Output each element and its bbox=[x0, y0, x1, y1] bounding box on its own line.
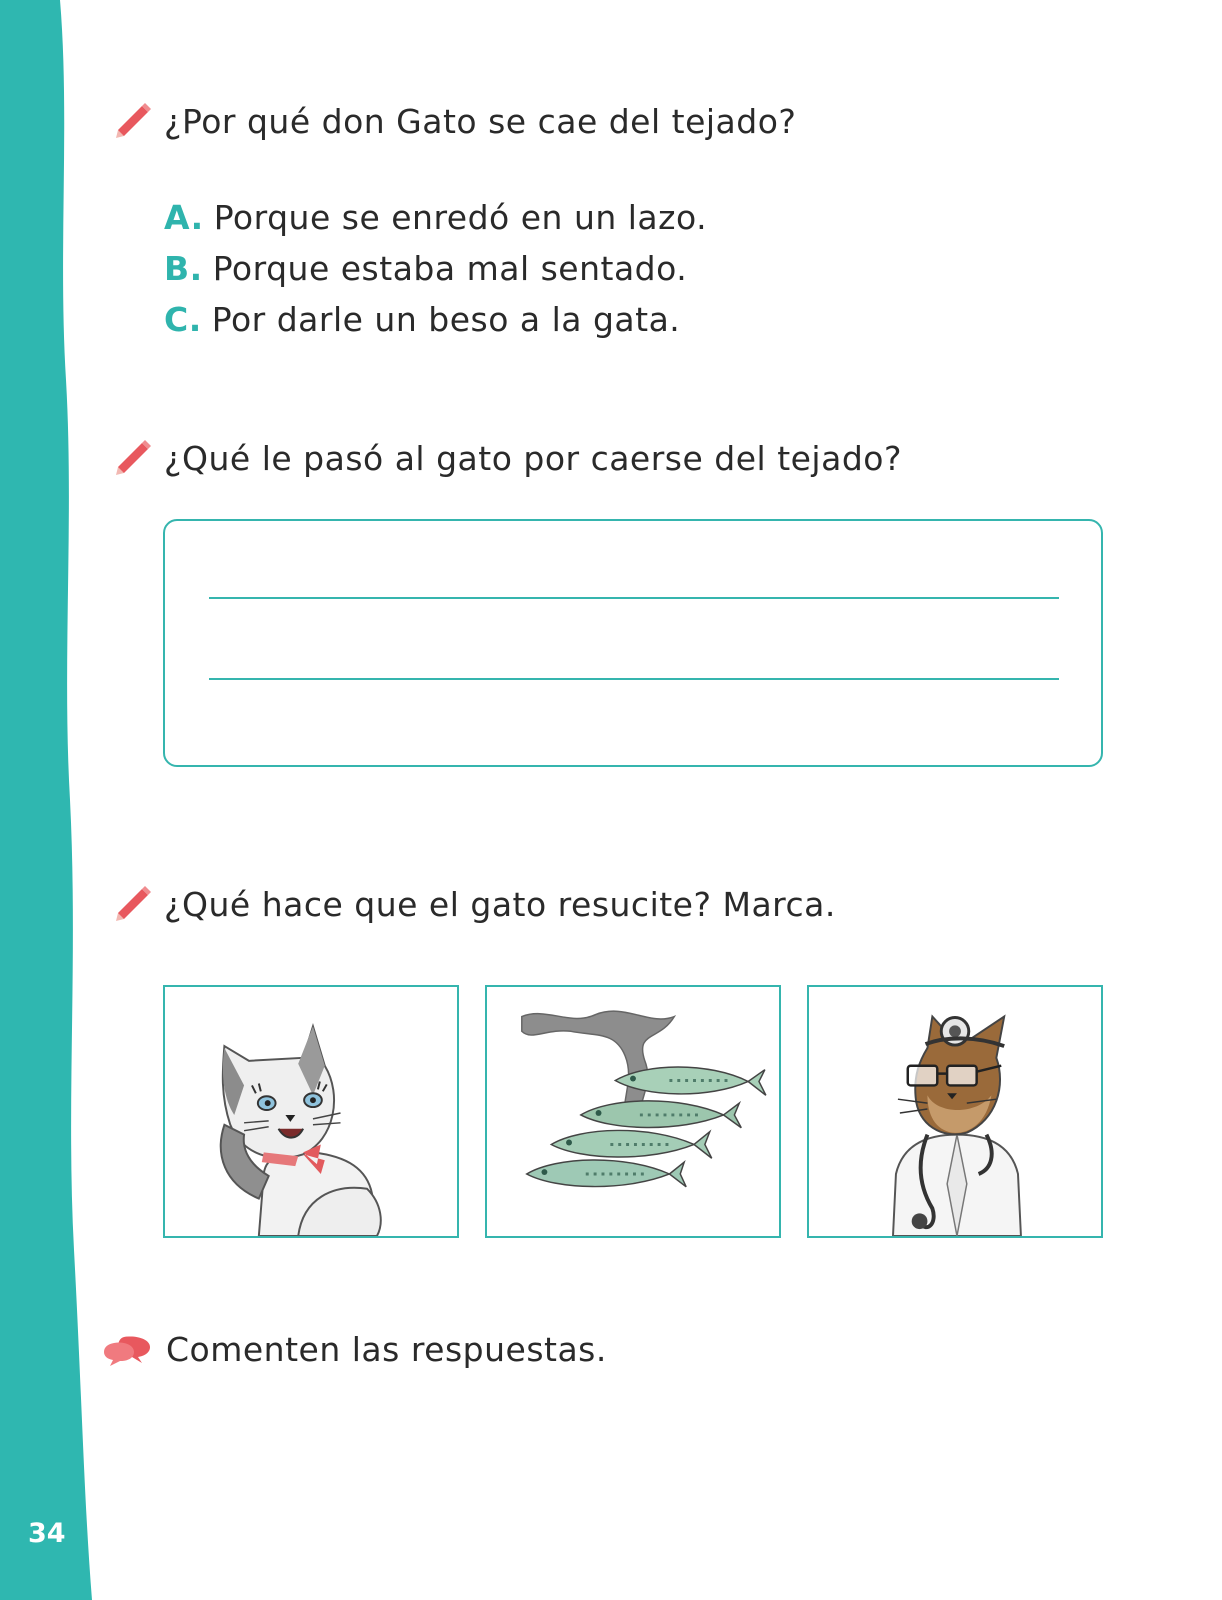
option-text: Porque se enredó en un lazo. bbox=[213, 198, 708, 237]
option-text: Por darle un beso a la gata. bbox=[211, 300, 681, 339]
discussion-text: Comenten las respuestas. bbox=[166, 1330, 607, 1369]
image-option-lady-cat[interactable] bbox=[163, 985, 459, 1238]
option-c[interactable] bbox=[164, 294, 707, 345]
option-a[interactable] bbox=[164, 192, 707, 243]
option-text: Porque estaba mal sentado. bbox=[212, 249, 688, 288]
question-text: ¿Qué le pasó al gato por caerse del tejado? bbox=[164, 438, 902, 478]
question-text: ¿Por qué don Gato se cae del tejado? bbox=[164, 101, 797, 141]
doctor-cat-illustration bbox=[809, 987, 1101, 1236]
pencil-icon bbox=[112, 100, 154, 142]
discussion-prompt bbox=[102, 1330, 607, 1369]
question-1 bbox=[112, 100, 796, 142]
image-option-sardines[interactable] bbox=[485, 985, 781, 1238]
page-number: 34 bbox=[28, 1518, 66, 1549]
question-text: ¿Qué hace que el gato resucite? Marca. bbox=[164, 884, 836, 924]
answer-box[interactable] bbox=[163, 519, 1103, 767]
pencil-icon bbox=[112, 883, 154, 925]
lady-cat-illustration bbox=[165, 987, 457, 1236]
option-letter: C. bbox=[164, 300, 202, 339]
pencil-icon bbox=[112, 437, 154, 479]
answer-line[interactable] bbox=[209, 597, 1059, 599]
option-letter: A. bbox=[164, 198, 204, 237]
question-3 bbox=[112, 883, 836, 925]
answer-line[interactable] bbox=[209, 678, 1059, 680]
option-b[interactable] bbox=[164, 243, 707, 294]
speech-bubbles-icon bbox=[102, 1333, 154, 1367]
image-option-doctor-cat[interactable] bbox=[807, 985, 1103, 1238]
sardines-illustration bbox=[487, 987, 779, 1236]
question-2 bbox=[112, 437, 902, 479]
answer-options bbox=[164, 192, 707, 345]
side-band bbox=[0, 0, 110, 1600]
option-letter: B. bbox=[164, 249, 203, 288]
